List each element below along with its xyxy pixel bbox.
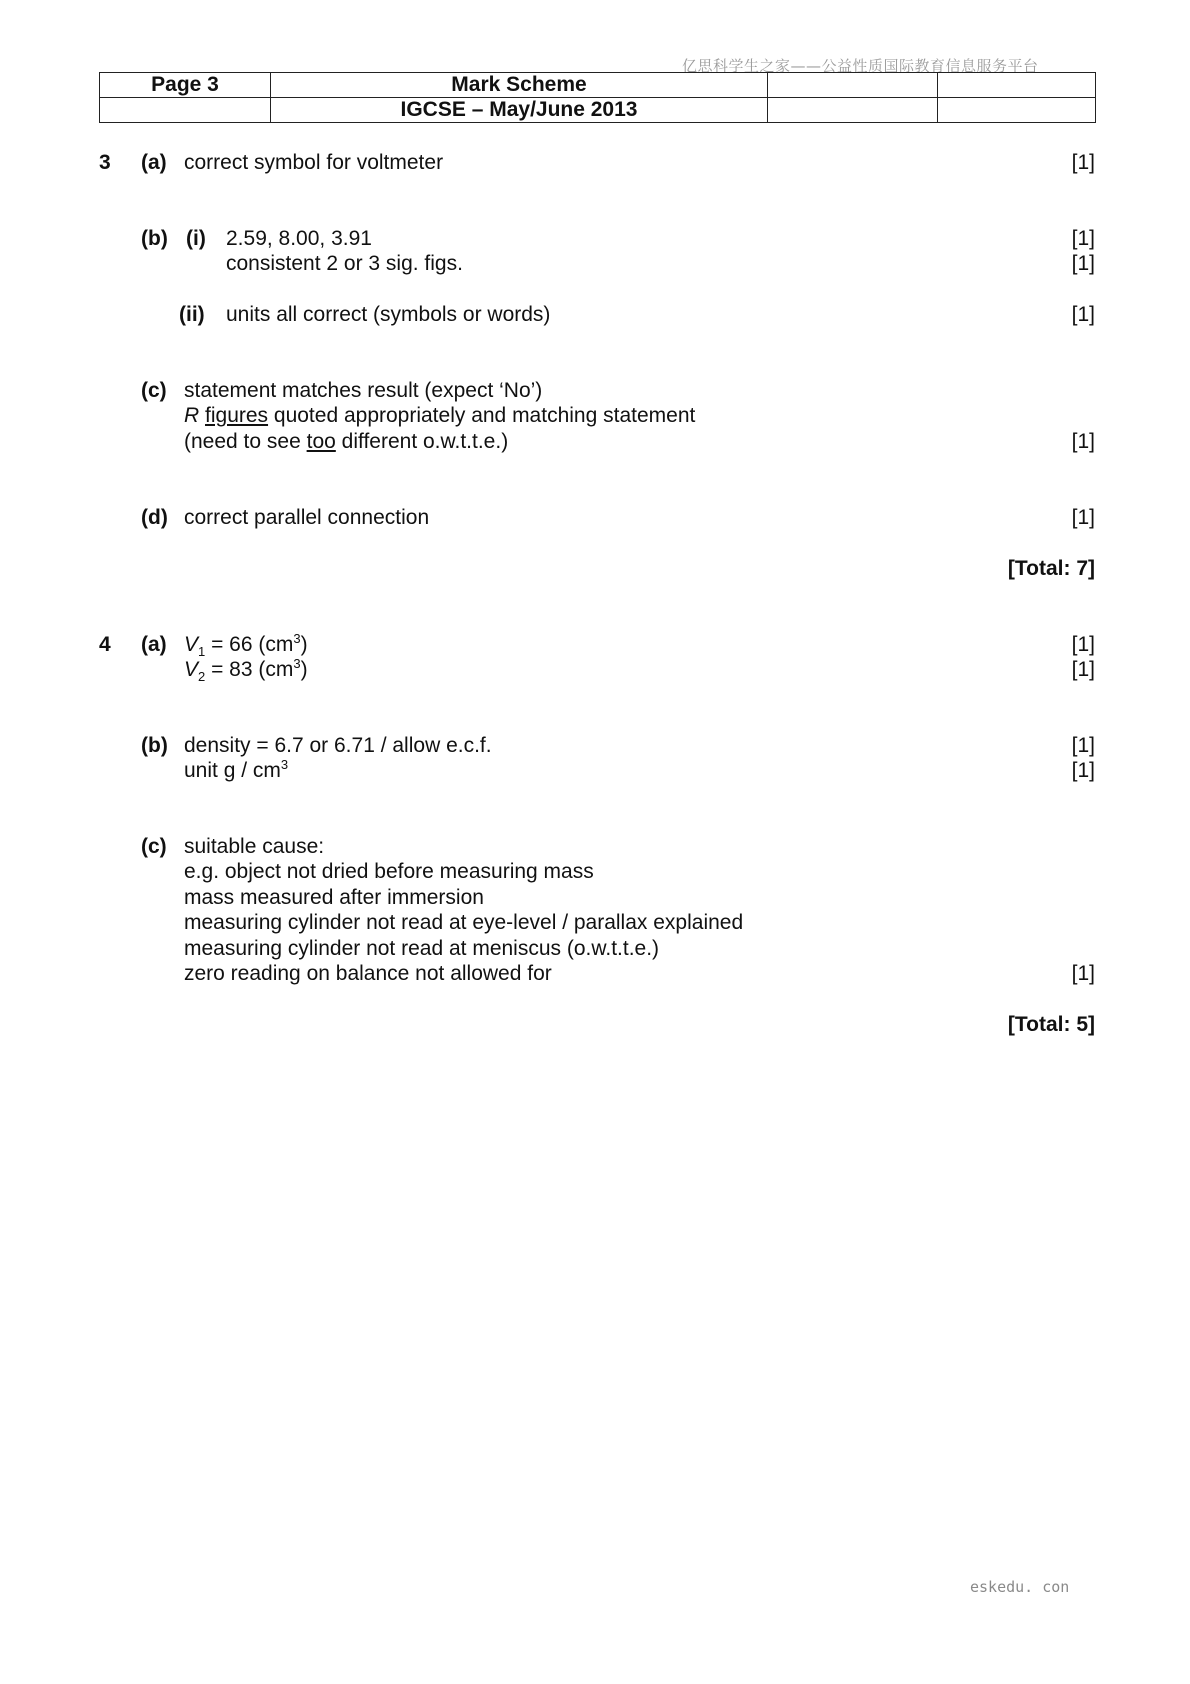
mark: [1] [1071,151,1095,174]
superscript: 3 [293,656,301,671]
answer-text: = 66 (cm [205,633,294,656]
part-label: (b) [141,734,168,757]
answer-text: (need to see [184,430,301,453]
mark: [1] [1071,227,1095,250]
mark: [1] [1071,430,1095,453]
subpart-label: (ii) [179,303,205,326]
answer-text: measuring cylinder not read at meniscus (o.w.t.t.e.) [184,937,660,960]
answer-text: consistent 2 or 3 sig. figs. [226,252,463,275]
question-total: [Total: 5] [1007,1013,1095,1036]
part-label: (c) [141,835,167,858]
answer-text-line [184,632,308,658]
answer-text: statement matches result (expect ‘No’) [184,379,543,402]
answer-text: unit g / cm [184,759,281,782]
mark: [1] [1071,633,1095,656]
mark: [1] [1071,303,1095,326]
question-number: 4 [99,633,111,656]
mark: [1] [1071,962,1095,985]
mark: [1] [1071,658,1095,681]
header-empty-cell [938,73,1096,98]
answer-text: units all correct (symbols or words) [226,303,551,326]
answer-text-line [184,403,695,429]
answer-text: correct parallel connection [184,506,430,529]
part-label: (c) [141,379,167,402]
watermark-text: 亿思科学生之家——公益性质国际教育信息服务平台 [682,57,1039,75]
footer-site-text: eskedu. con [970,1578,1070,1596]
superscript: 3 [293,631,301,646]
part-label: (b) [141,227,168,250]
part-label: (a) [141,151,167,174]
mark: [1] [1071,252,1095,275]
header-empty-cell [768,98,938,123]
answer-text-line [184,429,508,455]
underlined-word: too [306,430,336,453]
subscript: 1 [198,644,206,660]
answer-text: suitable cause: [184,835,325,858]
answer-text: zero reading on balance not allowed for [184,962,552,985]
mark: [1] [1071,734,1095,757]
answer-text: correct symbol for voltmeter [184,151,444,174]
answer-text: different o.w.t.t.e.) [341,430,509,453]
header-empty-cell [938,98,1096,123]
header-empty-cell [768,73,938,98]
part-label: (a) [141,633,167,656]
answer-text: density = 6.7 or 6.71 / allow e.c.f. [184,734,492,757]
answer-text: ) [300,658,308,681]
header-page-number: Page 3 [100,73,271,98]
answer-text: measuring cylinder not read at eye-level / parallax explained [184,911,744,934]
underlined-word: figures [205,404,269,427]
symbol: V [184,633,199,656]
subpart-label: (i) [186,227,206,250]
answer-text: 2.59, 8.00, 3.91 [226,227,372,250]
symbol: V [184,658,199,681]
question-total: [Total: 7] [1007,557,1095,580]
answer-text-line [184,758,288,784]
answer-text-line [184,657,308,683]
answer-text: quoted appropriately and matching statement [273,404,696,427]
superscript: 3 [280,757,289,772]
header-empty-cell [100,98,271,123]
header-subtitle: IGCSE – May/June 2013 [271,98,768,123]
answer-text: ) [300,633,308,656]
reject-marker: R [184,404,200,427]
answer-text: e.g. object not dried before measuring mass [184,860,594,883]
mark: [1] [1071,759,1095,782]
part-label: (d) [141,506,168,529]
header-title: Mark Scheme [271,73,768,98]
answer-text: = 83 (cm [205,658,294,681]
question-number: 3 [99,151,111,174]
subscript: 2 [198,669,206,685]
page-header-table [99,72,1096,123]
mark: [1] [1071,506,1095,529]
answer-text: mass measured after immersion [184,886,484,909]
